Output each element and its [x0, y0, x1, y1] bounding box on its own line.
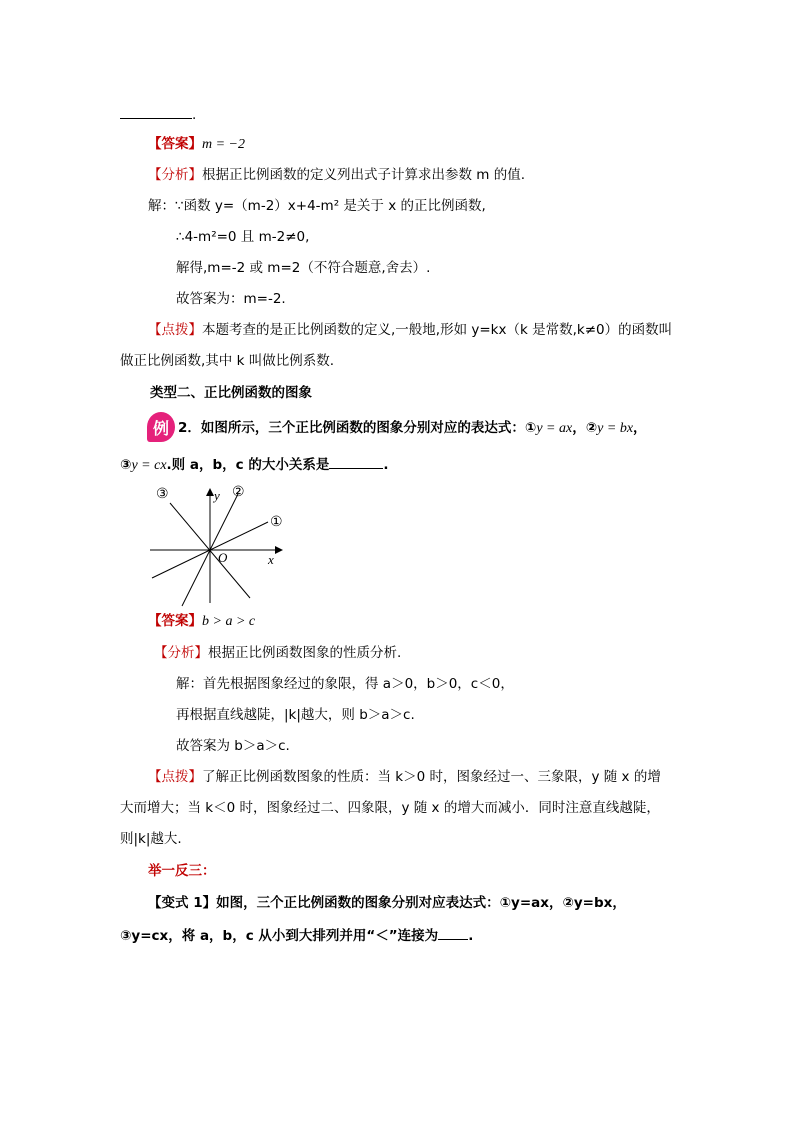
top-fill-line: .	[120, 104, 196, 125]
label-line-2: ②	[232, 485, 245, 500]
example-line-2: ③y = cx.则 a，b，c 的大小关系是 .	[120, 454, 388, 476]
tip-2-line-2: 大而增大；当 k＜0 时，图象经过二、四象限，y 随 x 的增大而减小．同时注意直线越陡，	[120, 800, 660, 816]
analysis-tag-2: 【分析】	[154, 645, 208, 661]
practice-title: 举一反三：	[148, 863, 216, 879]
analysis-2: 【分析】根据正比例函数图象的性质分析.	[154, 645, 402, 661]
label-x: x	[268, 552, 274, 567]
tip-tag-2: 【点拨】	[148, 769, 202, 785]
label-line-3: ③	[156, 487, 169, 502]
answer-tag-2: 【答案】	[148, 613, 202, 629]
variant-blank	[438, 925, 468, 940]
x-axis-arrow	[275, 546, 283, 554]
analysis-tag: 【分析】	[148, 167, 202, 183]
solution-2-line-2: 再根据直线越陡，|k|越大，则 b＞a＞c.	[176, 707, 415, 723]
example-blank	[329, 454, 383, 469]
circle-2: ②	[585, 420, 598, 436]
solution-line-4: 故答案为：m=-2.	[176, 291, 286, 307]
formula-1: y = ax	[536, 421, 573, 436]
y-axis-arrow	[206, 488, 214, 496]
proportional-function-graph	[140, 478, 300, 608]
label-origin: O	[218, 550, 228, 565]
tip-2-line-1: 【点拨】了解正比例函数图象的性质：当 k＞0 时，图象经过一、三象限，y 随 x 的增	[148, 769, 661, 785]
circle-1: ①	[524, 420, 537, 436]
circle-3: ③	[120, 457, 132, 473]
example-badge: 例	[147, 412, 175, 442]
answer-blank	[120, 104, 192, 119]
answer-value-2: b > a > c	[202, 614, 256, 629]
variant-line-2: ③y=cx，将 a，b，c 从小到大排列并用“＜”连接为 .	[120, 925, 473, 946]
solution-2-line-1: 解：首先根据图象经过的象限，得 a＞0，b＞0，c＜0，	[176, 676, 514, 692]
answer-value: m = −2	[202, 137, 246, 152]
example-line-1: 2．如图所示，三个正比例函数的图象分别对应的表达式：①y = ax，②y = bx，	[178, 420, 647, 436]
formula-2: y = bx	[597, 421, 634, 436]
tip-1-line-1: 【点拨】本题考查的是正比例函数的定义,一般地,形如 y=kx（k 是常数,k≠0）的函数叫	[148, 322, 673, 338]
analysis-1	[148, 165, 525, 185]
tip-tag: 【点拨】	[148, 322, 202, 338]
formula-3: y = cx	[131, 458, 167, 473]
label-line-1: ①	[270, 515, 283, 530]
solution-line-1: 解：∵函数 y=（m-2）x+4-m² 是关于 x 的正比例函数,	[148, 198, 486, 214]
answer-1	[148, 134, 245, 155]
tip-2-line-3: 则|k|越大.	[120, 831, 182, 847]
solution-line-2: ∴4-m²=0 且 m-2≠0,	[176, 229, 310, 245]
solution-line-3: 解得,m=-2 或 m=2（不符合题意,舍去）.	[176, 260, 431, 276]
solution-2-line-3: 故答案为 b＞a＞c.	[176, 738, 290, 754]
answer-tag: 【答案】	[148, 136, 202, 152]
label-y: y	[214, 488, 220, 503]
section-title: 类型二、正比例函数的图象	[150, 385, 312, 401]
tip-1-line-2: 做正比例函数,其中 k 叫做比例系数.	[120, 353, 334, 369]
answer-2	[148, 611, 255, 632]
analysis-text: 根据正比例函数的定义列出式子计算求出参数 m 的值.	[202, 167, 526, 183]
variant-line-1: 【变式 1】如图，三个正比例函数的图象分别对应表达式：①y=ax，②y=bx，	[148, 895, 626, 911]
